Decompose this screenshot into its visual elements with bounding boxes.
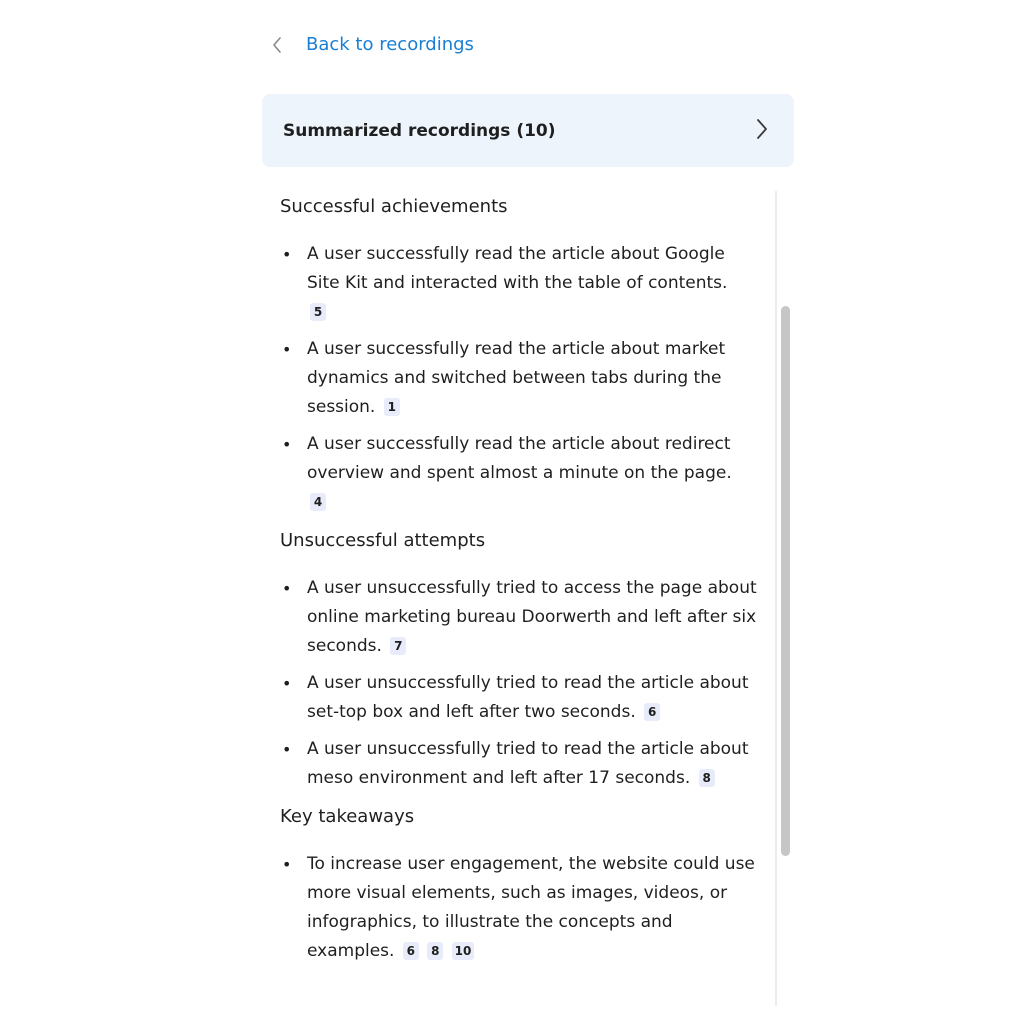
back-to-recordings-link[interactable]: [272, 34, 474, 55]
bullet-icon: •: [282, 674, 292, 693]
section-title: Unsuccessful attempts: [280, 530, 486, 551]
list-item: [280, 850, 757, 966]
bullet-icon: •: [282, 579, 292, 598]
summary-panel: [262, 0, 794, 1024]
citation-badge[interactable]: 7: [390, 637, 406, 655]
list-item: [280, 735, 757, 793]
list-item: [280, 240, 757, 327]
chevron-left-icon: [272, 35, 286, 55]
item-text: A user unsuccessfully tried to read the article about set-top box and left after two seconds.: [307, 673, 749, 722]
citation-badge[interactable]: 8: [427, 942, 443, 960]
item-text: A user successfully read the article about market dynamics and switched between tabs during the session.: [307, 339, 726, 417]
bullet-icon: •: [282, 740, 292, 759]
citation-badge[interactable]: 4: [310, 493, 326, 511]
section-title: Successful achievements: [280, 196, 508, 217]
chevron-right-icon: [756, 118, 768, 144]
list-item: [280, 430, 757, 517]
citation-badge[interactable]: 6: [644, 703, 660, 721]
summary-content: [280, 193, 760, 1024]
bullet-icon: •: [282, 435, 292, 454]
list-item: [280, 574, 757, 661]
summary-title: Summarized recordings (10): [283, 120, 556, 141]
citation-badge[interactable]: 5: [310, 303, 326, 321]
section-list: [280, 850, 760, 966]
citation-badge[interactable]: 10: [452, 942, 475, 960]
bullet-icon: •: [282, 245, 292, 264]
list-item: [280, 335, 757, 422]
citation-badge[interactable]: 8: [699, 769, 715, 787]
citation-badge[interactable]: 1: [384, 398, 400, 416]
section-title: Key takeaways: [280, 806, 415, 827]
section-list: [280, 574, 760, 793]
section-list: [280, 240, 760, 517]
back-label: Back to recordings: [306, 34, 474, 55]
item-text: A user unsuccessfully tried to read the article about meso environment and left after 17 seconds.: [307, 739, 749, 788]
scrollbar-track[interactable]: [775, 191, 777, 1006]
bullet-icon: •: [282, 855, 292, 874]
citation-badge[interactable]: 6: [403, 942, 419, 960]
item-text: A user successfully read the article about Google Site Kit and interacted with the table of contents.: [307, 244, 728, 293]
item-text: To increase user engagement, the website could use more visual elements, such as images, videos, or infographics, to illustrate the concepts and examples.: [307, 854, 755, 961]
bullet-icon: •: [282, 340, 292, 359]
item-text: A user unsuccessfully tried to access the page about online marketing bureau Doorwerth and left after six seconds.: [307, 578, 757, 656]
summarized-recordings-header[interactable]: [262, 94, 794, 167]
item-text: A user successfully read the article about redirect overview and spent almost a minute on the page.: [307, 434, 732, 483]
scrollbar-thumb[interactable]: [781, 306, 790, 856]
list-item: [280, 669, 757, 727]
